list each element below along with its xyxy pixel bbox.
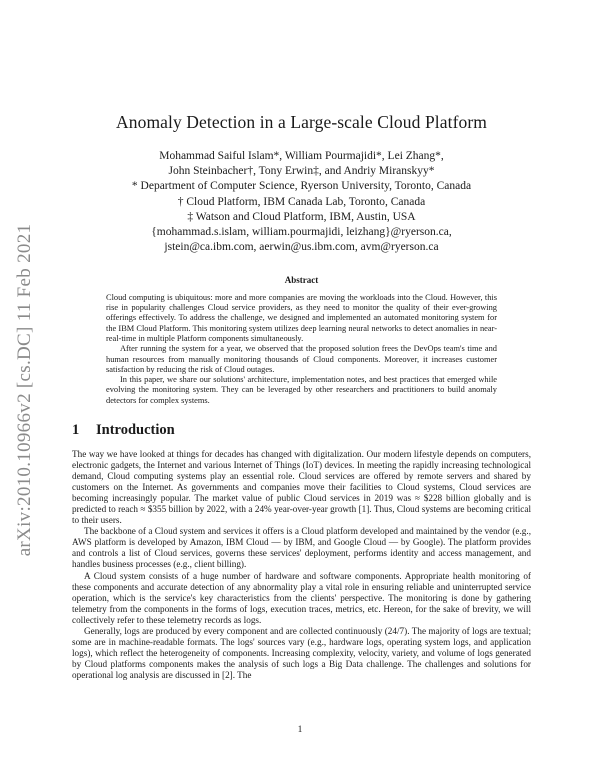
- body-paragraph: A Cloud system consists of a huge number of hardware and software components. Appropriate health monitoring of these components and accurate detection of any abnormality play a vital role in ensuring reliable and uninterrupted service operation, which is the service's key characteristics from the clients' perspective. The monitoring is done by gathering telemetry from the components in the forms of logs, execution traces, metrics, etc. Hereon, for the sake of brevity, we will collectively refer to these telemetry records as logs.: [72, 570, 531, 625]
- author-block: [72, 149, 531, 255]
- abstract-heading: Abstract: [284, 275, 319, 286]
- section-heading: [72, 422, 531, 439]
- abstract-paragraph: Cloud computing is ubiquitous: more and more companies are moving the workloads into the Cloud. However, this rise in popularity challenges Cloud service providers, as they need to monitor the quality of their ever-growing offerings effectively. To address the challenge, we designed and implemented an automated monitoring system for the IBM Cloud Platform. This monitoring system utilizes deep learning neural networks to detect anomalies in near-real-time in multiple Platform components simultaneously.: [106, 292, 497, 343]
- body-text: [72, 449, 531, 681]
- abstract: [106, 275, 497, 406]
- affiliation-line: † Cloud Platform, IBM Canada Lab, Toronto, Canada: [177, 195, 426, 208]
- author-line: John Steinbacher†, Tony Erwin‡, and Andriy Miranskyy*: [168, 165, 435, 178]
- arxiv-id-text: arXiv:2010.10966v2 [cs.DC] 11 Feb 2021: [14, 223, 35, 557]
- email-line: jstein@ca.ibm.com, aerwin@us.ibm.com, avm@ryerson.ca: [164, 241, 439, 254]
- abstract-paragraph: After running the system for a year, we observed that the proposed solution frees the DevOps team's time and human resources from manually monitoring thousands of Cloud components. Moreover, it increases customer satisfaction by reducing the risk of Cloud outages.: [106, 344, 497, 374]
- section-number: 1: [72, 421, 80, 438]
- author-line: Mohammad Saiful Islam*, William Pourmajidi*, Lei Zhang*,: [159, 150, 444, 162]
- page-content: [72, 112, 531, 681]
- section-title: Introduction: [96, 421, 175, 438]
- page-number: 1: [297, 725, 303, 735]
- body-paragraph: The way we have looked at things for decades has changed with digitalization. Our modern lifestyle depends on computers, electronic gadgets, the Internet and various Internet of Things (IoT) devices. In meeting the rapidly increasing technological demand, Cloud computing systems play an essential role. Cloud services are offered by remote servers and shared by customers on the Internet. As governments and companies move their facilities to Cloud systems, Cloud services are becoming increasingly popular. The market value of public Cloud services in 2019 was ≈ $228 billion globally and is predicted to reach ≈ $355 billion by 2022, with a 24% year-over-year growth [1]. Thus, Cloud systems are becoming critical to their users.: [72, 448, 531, 526]
- email-line: {mohammad.s.islam, william.pourmajidi, leizhang}@ryerson.ca,: [151, 226, 452, 239]
- body-paragraph: Generally, logs are produced by every component and are collected continuously (24/7). The majority of logs are textual; some are in machine-readable formats. The logs' sources vary (e.g., hardware logs, operating system logs, and application logs), which reflect the heterogeneity of components. Increasing complexity, velocity, variety, and volume of logs generated by Cloud platforms components makes the analysis of such logs a Big Data challenge. The challenges and solutions for operational log analysis are discussed in [2]. The: [72, 625, 531, 680]
- paper-title: Anomaly Detection in a Large-scale Cloud Platform: [116, 112, 487, 132]
- affiliation-line: ‡ Watson and Cloud Platform, IBM, Austin, USA: [187, 210, 416, 223]
- affiliation-line: * Department of Computer Science, Ryerson University, Toronto, Canada: [131, 180, 472, 193]
- abstract-paragraph: In this paper, we share our solutions' architecture, implementation notes, and best practices that emerged while evolving the monitoring system. They can be leveraged by other researchers and practitioners to build anomaly detectors for complex systems.: [106, 375, 497, 405]
- arxiv-sidebar-identifier: [14, 210, 36, 570]
- body-paragraph: The backbone of a Cloud system and services it offers is a Cloud platform developed and maintained by the vendor (e.g., AWS platform is developed by Amazon, IBM Cloud — by IBM, and Google Cloud — by Google). The platform provides and controls a list of Cloud services, governs these services' deployment, performs identity and access management, and handles business processes (e.g., client billing).: [72, 526, 531, 570]
